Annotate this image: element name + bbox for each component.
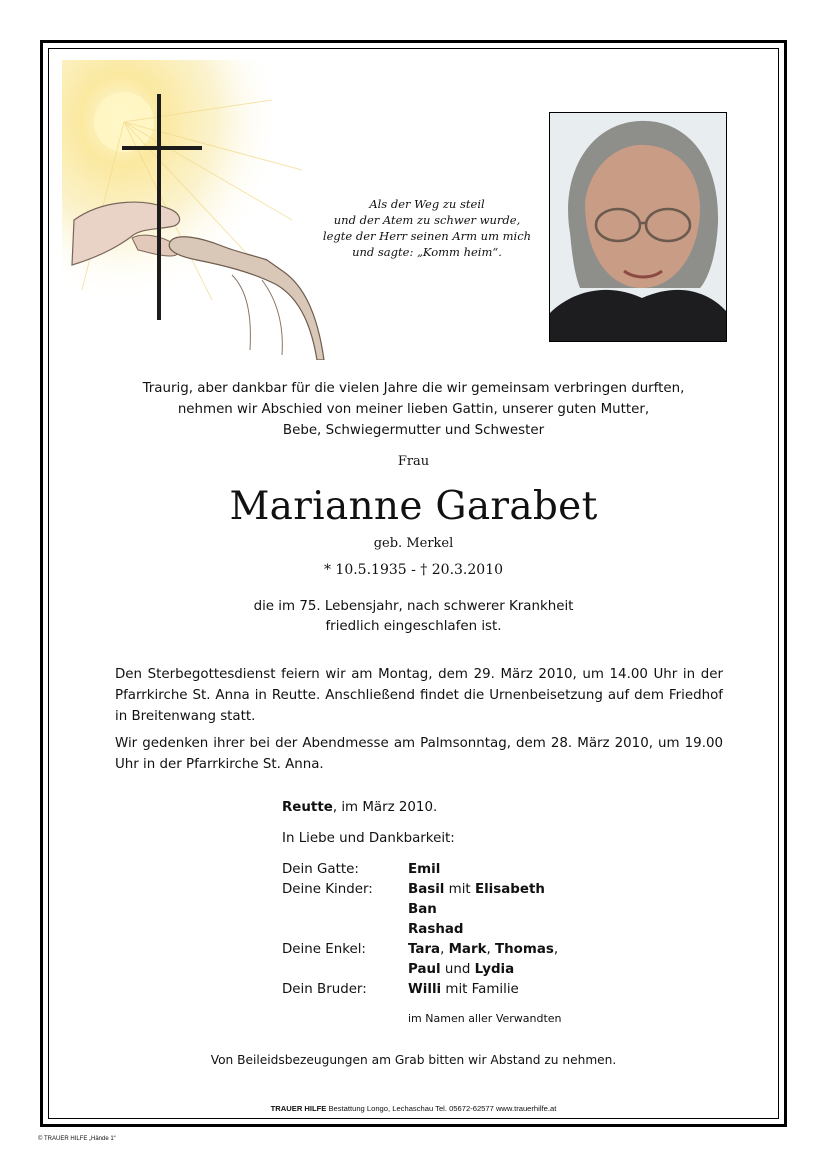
poem-line: Als der Weg zu steil xyxy=(369,197,485,211)
family-row xyxy=(282,920,558,940)
poem-line: legte der Herr seinen Arm um mich xyxy=(322,229,532,243)
intro-line: Bebe, Schwiegermutter und Schwester xyxy=(282,423,545,438)
family-row xyxy=(282,880,558,900)
funeral-service-paragraph: Den Sterbegottesdienst feiern wir am Montag, dem 29. März 2010, um 14.00 Uhr in der Pfarrkirche St. Anna in Reutte. Anschließend findet die Urnenbeisetzung auf dem Friedhof in Breitenwang statt. xyxy=(115,667,723,724)
love-line: In Liebe und Dankbarkeit: xyxy=(282,831,455,846)
family-label: Dein Bruder: xyxy=(282,982,367,997)
family-label: Deine Enkel: xyxy=(282,942,366,957)
family-member: Willi xyxy=(408,982,442,997)
intro-text xyxy=(60,378,767,441)
memorial-mass-paragraph: Wir gedenken ihrer bei der Abendmesse am Palmsonntag, dem 28. März 2010, um 19.00 Uhr in der Pfarrkirche St. Anna. xyxy=(115,736,723,772)
cross-and-hands-illustration xyxy=(62,60,330,360)
intro-line: Traurig, aber dankbar für die vielen Jahre die wir gemeinsam verbringen durften, xyxy=(142,381,685,396)
poem-line: und sagte: „Komm heim“. xyxy=(352,245,502,259)
relatives-note: im Namen aller Verwandten xyxy=(408,1012,562,1025)
connector: mit xyxy=(444,882,475,897)
brother-suffix: mit Familie xyxy=(441,982,519,997)
copyright-note: © TRAUER HILFE „Hände 1“ xyxy=(38,1136,116,1142)
connector: und xyxy=(440,962,475,977)
passing-line: friedlich eingeschlafen ist. xyxy=(325,619,502,634)
family-member: Emil xyxy=(408,862,441,877)
portrait-photo xyxy=(549,112,727,342)
place-name: Reutte xyxy=(282,800,333,815)
family-row: Deine Enkel: Tara, Mark, Thomas, xyxy=(282,940,558,960)
place-date-line xyxy=(282,800,437,815)
family-member: Lydia xyxy=(474,962,515,977)
family-member: Ban xyxy=(408,902,437,917)
family-member: Mark xyxy=(448,942,487,957)
family-member: Basil xyxy=(408,882,445,897)
family-row xyxy=(282,860,558,880)
footer-brand: TRAUER HILFE xyxy=(270,1104,327,1113)
family-label: Deine Kinder: xyxy=(282,882,373,897)
family-row xyxy=(282,900,558,920)
family-row xyxy=(282,960,558,980)
family-label: Dein Gatte: xyxy=(282,862,359,877)
poem-line: und der Atem zu schwer wurde, xyxy=(333,213,521,227)
family-member: Tara xyxy=(408,942,441,957)
date-text: , im März 2010. xyxy=(332,800,438,815)
family-member: Thomas xyxy=(495,942,554,957)
passing-text xyxy=(60,597,767,637)
salutation: Frau xyxy=(397,454,430,469)
family-member: Rashad xyxy=(408,922,464,937)
family-list xyxy=(282,860,558,1000)
family-row xyxy=(282,980,558,1000)
maiden-name: geb. Merkel xyxy=(373,536,454,551)
family-member: Elisabeth xyxy=(474,882,545,897)
life-dates: * 10.5.1935 - † 20.3.2010 xyxy=(323,562,504,578)
closing-note: Von Beileidsbezeugungen am Grab bitten wir Abstand zu nehmen. xyxy=(210,1053,617,1067)
intro-line: nehmen wir Abschied von meiner lieben Gattin, unserer guten Mutter, xyxy=(177,402,650,417)
deceased-name: Marianne Garabet xyxy=(229,484,598,529)
footer-details: Bestattung Longo, Lechaschau Tel. 05672-62577 www.trauerhilfe.at xyxy=(326,1104,557,1113)
family-member: Paul xyxy=(408,962,441,977)
passing-line: die im 75. Lebensjahr, nach schwerer Krankheit xyxy=(253,599,574,614)
footer xyxy=(60,1104,767,1113)
poem xyxy=(316,196,538,260)
